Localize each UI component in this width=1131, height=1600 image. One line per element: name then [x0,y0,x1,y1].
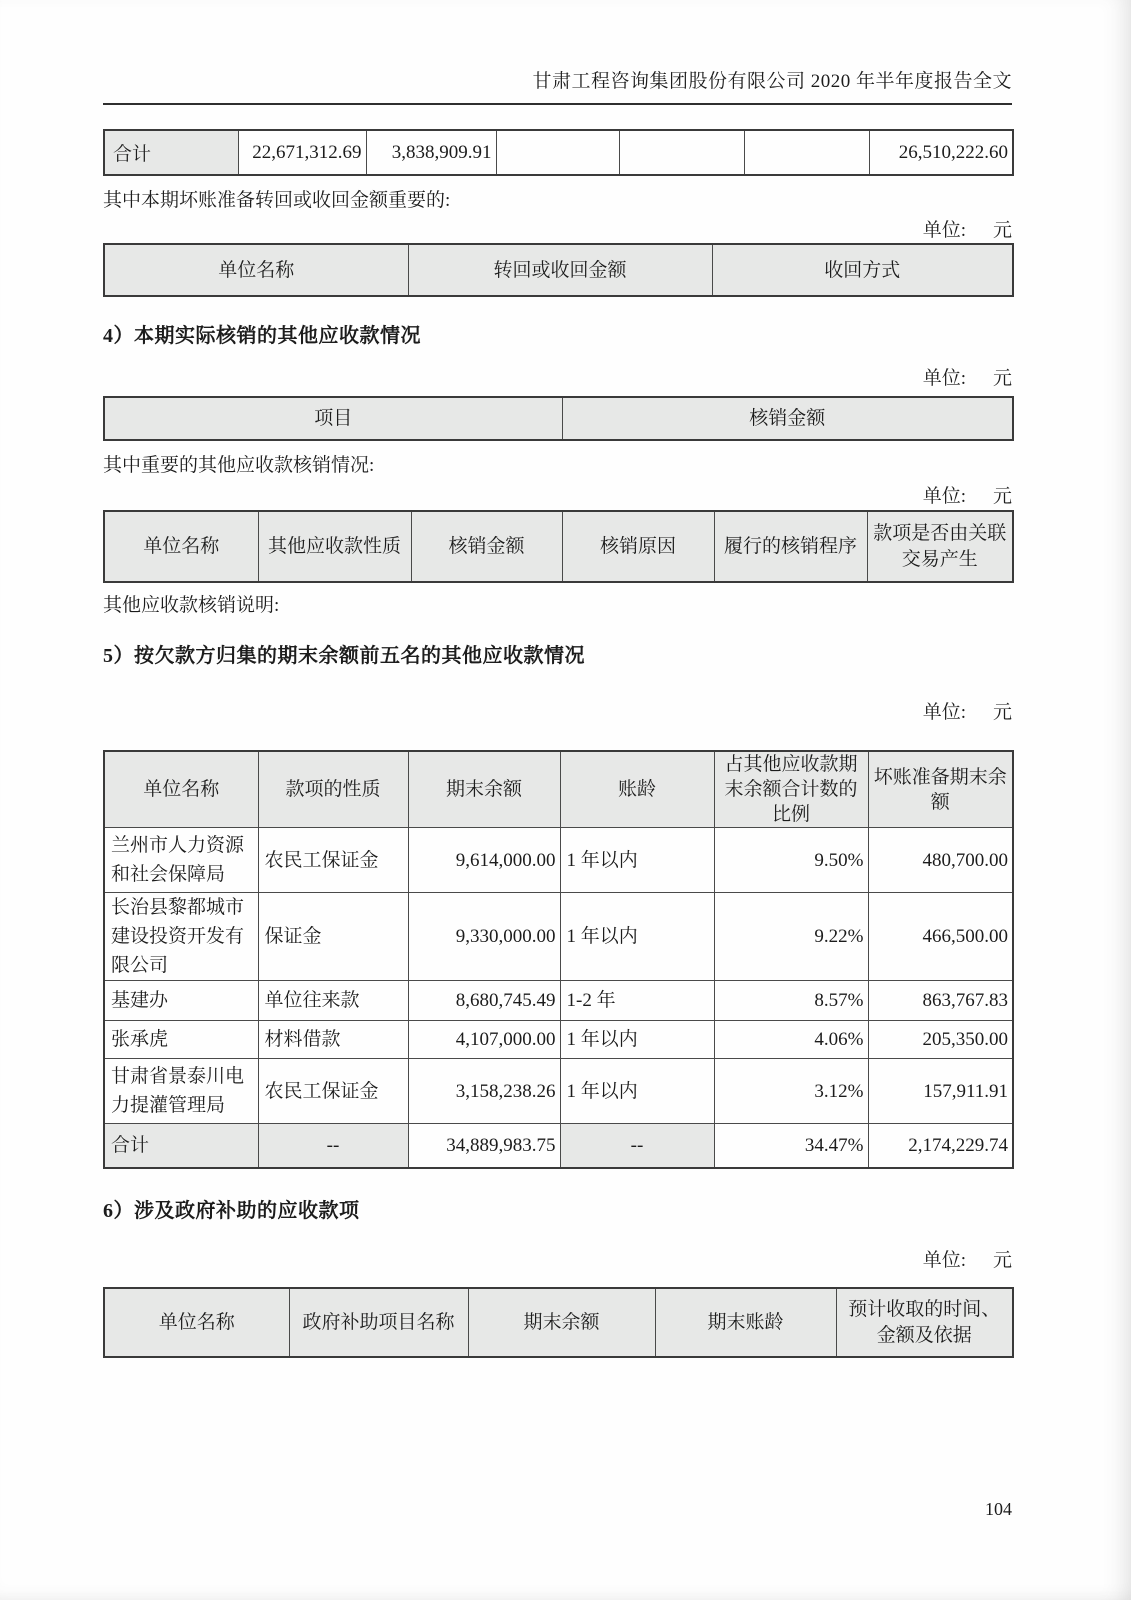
column-header: 期末余额 [408,751,560,828]
table-header-row [104,1288,1013,1357]
ratio-cell: 9.50% [714,828,868,893]
unit-value: 元 [992,702,1012,723]
ratio-cell: 4.06% [714,1021,868,1059]
recovery-note: 其中本期坏账准备转回或收回金额重要的: [103,190,451,211]
unit-name-cell: 甘肃省景泰川电力提灌管理局 [104,1059,258,1124]
table-row [104,1059,1013,1124]
column-header: 期末账龄 [655,1288,836,1357]
aging-cell: 1-2 年 [560,981,714,1021]
column-header: 单位名称 [104,751,258,828]
unit-label: 单位: [922,702,966,723]
nature-cell: 农民工保证金 [258,828,408,893]
balance-cell: 4,107,000.00 [408,1021,560,1059]
provision-cell: 863,767.83 [868,981,1013,1021]
ratio-cell: 3.12% [714,1059,868,1124]
column-header: 坏账准备期末余额 [868,751,1013,828]
total-provision-cell: 2,174,229.74 [868,1124,1013,1169]
column-header: 款项的性质 [258,751,408,828]
writeoff-table [103,396,1014,441]
summary-value-5 [744,130,869,175]
unit-name-cell: 基建办 [104,981,258,1021]
total-aging-cell: -- [560,1124,714,1169]
unit-label: 单位: [922,486,966,507]
summary-total-label: 合计 [104,130,238,175]
column-header: 核销金额 [411,511,562,582]
column-header: 单位名称 [104,511,258,582]
summary-value-2: 3,838,909.91 [366,130,496,175]
unit-line [103,485,1012,509]
aging-cell: 1 年以内 [560,1021,714,1059]
summary-value-1: 22,671,312.69 [238,130,366,175]
column-header: 收回方式 [712,244,1013,296]
unit-name-cell: 长治县黎都城市建设投资开发有限公司 [104,893,258,981]
aging-cell: 1 年以内 [560,828,714,893]
column-header: 履行的核销程序 [714,511,867,582]
recovery-table [103,243,1014,297]
table-total-row [104,1124,1013,1169]
government-subsidy-table [103,1287,1014,1358]
unit-label: 单位: [922,368,966,389]
column-header: 占其他应收款期末余额合计数的比例 [714,751,868,828]
nature-cell: 保证金 [258,893,408,981]
important-writeoff-note: 其中重要的其他应收款核销情况: [103,455,375,476]
total-label-cell: 合计 [104,1124,258,1169]
unit-line [103,219,1012,243]
section4-title: 4）本期实际核销的其他应收款情况 [103,325,421,347]
column-header: 项目 [104,397,562,440]
summary-value-6: 26,510,222.60 [869,130,1013,175]
table-row [104,130,1013,175]
page-number: 104 [985,1499,1012,1519]
unit-name-cell: 张承虎 [104,1021,258,1059]
top5-other-receivables-table [103,750,1014,1169]
unit-value: 元 [992,486,1012,507]
summary-value-4 [619,130,744,175]
table-header-row [104,397,1013,440]
provision-cell: 205,350.00 [868,1021,1013,1059]
aging-cell: 1 年以内 [560,893,714,981]
nature-cell: 材料借款 [258,1021,408,1059]
column-header: 期末余额 [468,1288,655,1357]
total-ratio-cell: 34.47% [714,1124,868,1169]
provision-cell: 157,911.91 [868,1059,1013,1124]
unit-label: 单位: [922,1250,966,1271]
balance-cell: 8,680,745.49 [408,981,560,1021]
table-row [104,893,1013,981]
unit-value: 元 [992,368,1012,389]
table-header-row [104,751,1013,828]
page-content [103,0,1012,1520]
table-header-row [104,244,1013,296]
column-header: 其他应收款性质 [258,511,411,582]
table-row [104,981,1013,1021]
ratio-cell: 9.22% [714,893,868,981]
unit-label: 单位: [922,220,966,241]
important-writeoff-table [103,510,1014,583]
balance-cell: 9,614,000.00 [408,828,560,893]
column-header: 核销金额 [562,397,1013,440]
column-header: 单位名称 [104,1288,289,1357]
column-header: 核销原因 [562,511,714,582]
unit-value: 元 [992,1250,1012,1271]
table-row [104,828,1013,893]
unit-value: 元 [992,220,1012,241]
balance-cell: 3,158,238.26 [408,1059,560,1124]
aging-cell: 1 年以内 [560,1059,714,1124]
provision-cell: 480,700.00 [868,828,1013,893]
ratio-cell: 8.57% [714,981,868,1021]
document-header [103,0,1012,105]
total-nature-cell: -- [258,1124,408,1169]
column-header: 款项是否由关联交易产生 [867,511,1013,582]
table-header-row [104,511,1013,582]
column-header: 账龄 [560,751,714,828]
document-header-title: 甘肃工程咨询集团股份有限公司 2020 年半年度报告全文 [532,71,1012,92]
provision-cell: 466,500.00 [868,893,1013,981]
writeoff-explain-note: 其他应收款核销说明: [103,595,280,616]
column-header: 政府补助项目名称 [289,1288,468,1357]
nature-cell: 单位往来款 [258,981,408,1021]
section5-title: 5）按欠款方归集的期末余额前五名的其他应收款情况 [103,645,585,667]
section6-title: 6）涉及政府补助的应收款项 [103,1200,360,1222]
column-header: 转回或收回金额 [408,244,712,296]
bad-debt-summary-table [103,129,1014,176]
column-header: 单位名称 [104,244,408,296]
unit-line [103,701,1012,725]
unit-line [103,367,1012,391]
balance-cell: 9,330,000.00 [408,893,560,981]
total-balance-cell: 34,889,983.75 [408,1124,560,1169]
nature-cell: 农民工保证金 [258,1059,408,1124]
summary-value-3 [496,130,619,175]
unit-line [103,1249,1012,1273]
unit-name-cell: 兰州市人力资源和社会保障局 [104,828,258,893]
table-row [104,1021,1013,1059]
column-header: 预计收取的时间、金额及依据 [836,1288,1013,1357]
